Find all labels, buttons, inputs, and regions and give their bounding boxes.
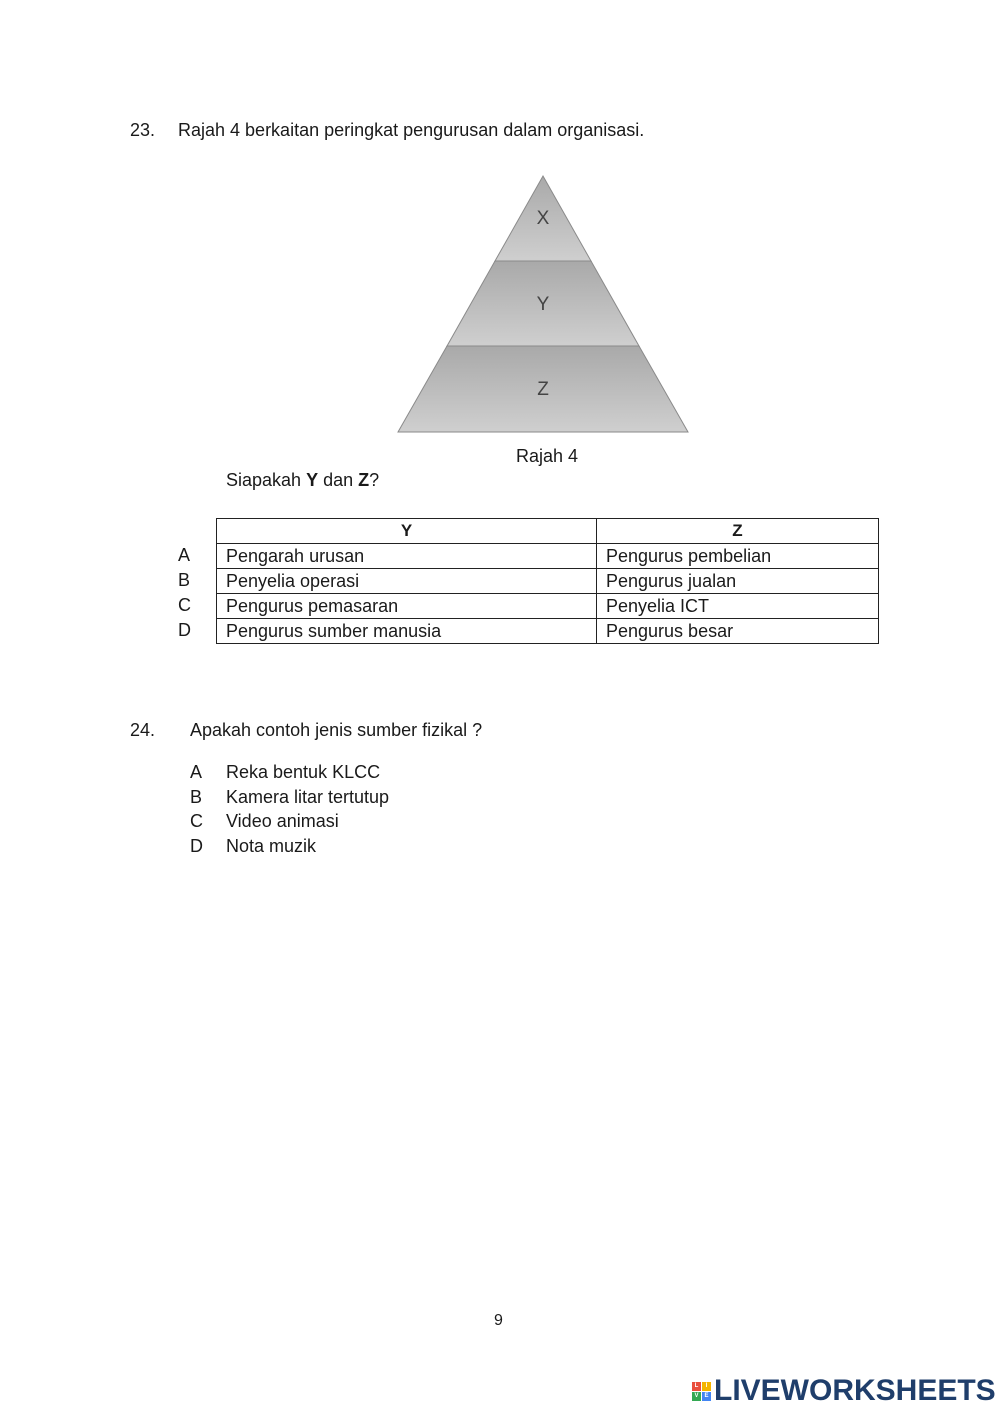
option-letter-d[interactable]: D (178, 620, 191, 640)
option-text-a[interactable]: Reka bentuk KLCC (226, 762, 381, 782)
cell-y: Pengurus sumber manusia (217, 619, 597, 644)
page-number: 9 (494, 1312, 503, 1329)
management-pyramid-diagram (396, 174, 692, 436)
pyramid-label-z: Z (537, 379, 549, 400)
cell-z: Pengurus pembelian (597, 544, 879, 569)
table-header-row (217, 519, 879, 544)
option-letter-d[interactable]: D (190, 836, 203, 856)
logo-wordmark: LIVEWORKSHEETS (714, 1374, 996, 1407)
pyramid-label-x: X (536, 208, 550, 229)
liveworksheets-logo (692, 1374, 996, 1408)
cell-z: Pengurus jualan (597, 569, 879, 594)
diagram-caption: Rajah 4 (516, 446, 579, 466)
header-z: Z (597, 519, 879, 544)
table-row[interactable] (217, 569, 879, 594)
logo-mark-icon: L I V E (692, 1382, 711, 1401)
cell-y: Penyelia operasi (217, 569, 597, 594)
cell-z: Penyelia ICT (597, 594, 879, 619)
option-letter-c[interactable]: C (178, 595, 191, 615)
cell-z: Pengurus besar (597, 619, 879, 644)
option-text-d[interactable]: Nota muzik (226, 836, 317, 856)
option-letter-c[interactable]: C (190, 811, 203, 831)
pyramid-label-y: Y (536, 294, 550, 315)
option-letter-b[interactable]: B (178, 570, 191, 590)
answer-table (216, 518, 879, 644)
question-23-prompt: Siapakah Y dan Z? (226, 470, 380, 490)
cell-y: Pengurus pemasaran (217, 594, 597, 619)
table-row[interactable] (217, 594, 879, 619)
question-23-text: Rajah 4 berkaitan peringkat pengurusan dalam organisasi. (178, 120, 645, 140)
question-24-number: 24. (130, 720, 156, 740)
option-letter-b[interactable]: B (190, 787, 203, 807)
header-y: Y (217, 519, 597, 544)
cell-y: Pengarah urusan (217, 544, 597, 569)
option-text-c[interactable]: Video animasi (226, 811, 339, 831)
option-letter-a[interactable]: A (190, 762, 203, 782)
table-row[interactable] (217, 619, 879, 644)
question-24-text: Apakah contoh jenis sumber fizikal ? (190, 720, 483, 740)
option-text-b[interactable]: Kamera litar tertutup (226, 787, 390, 807)
question-23-number: 23. (130, 120, 156, 140)
option-letter-a[interactable]: A (178, 545, 191, 565)
table-row[interactable] (217, 544, 879, 569)
